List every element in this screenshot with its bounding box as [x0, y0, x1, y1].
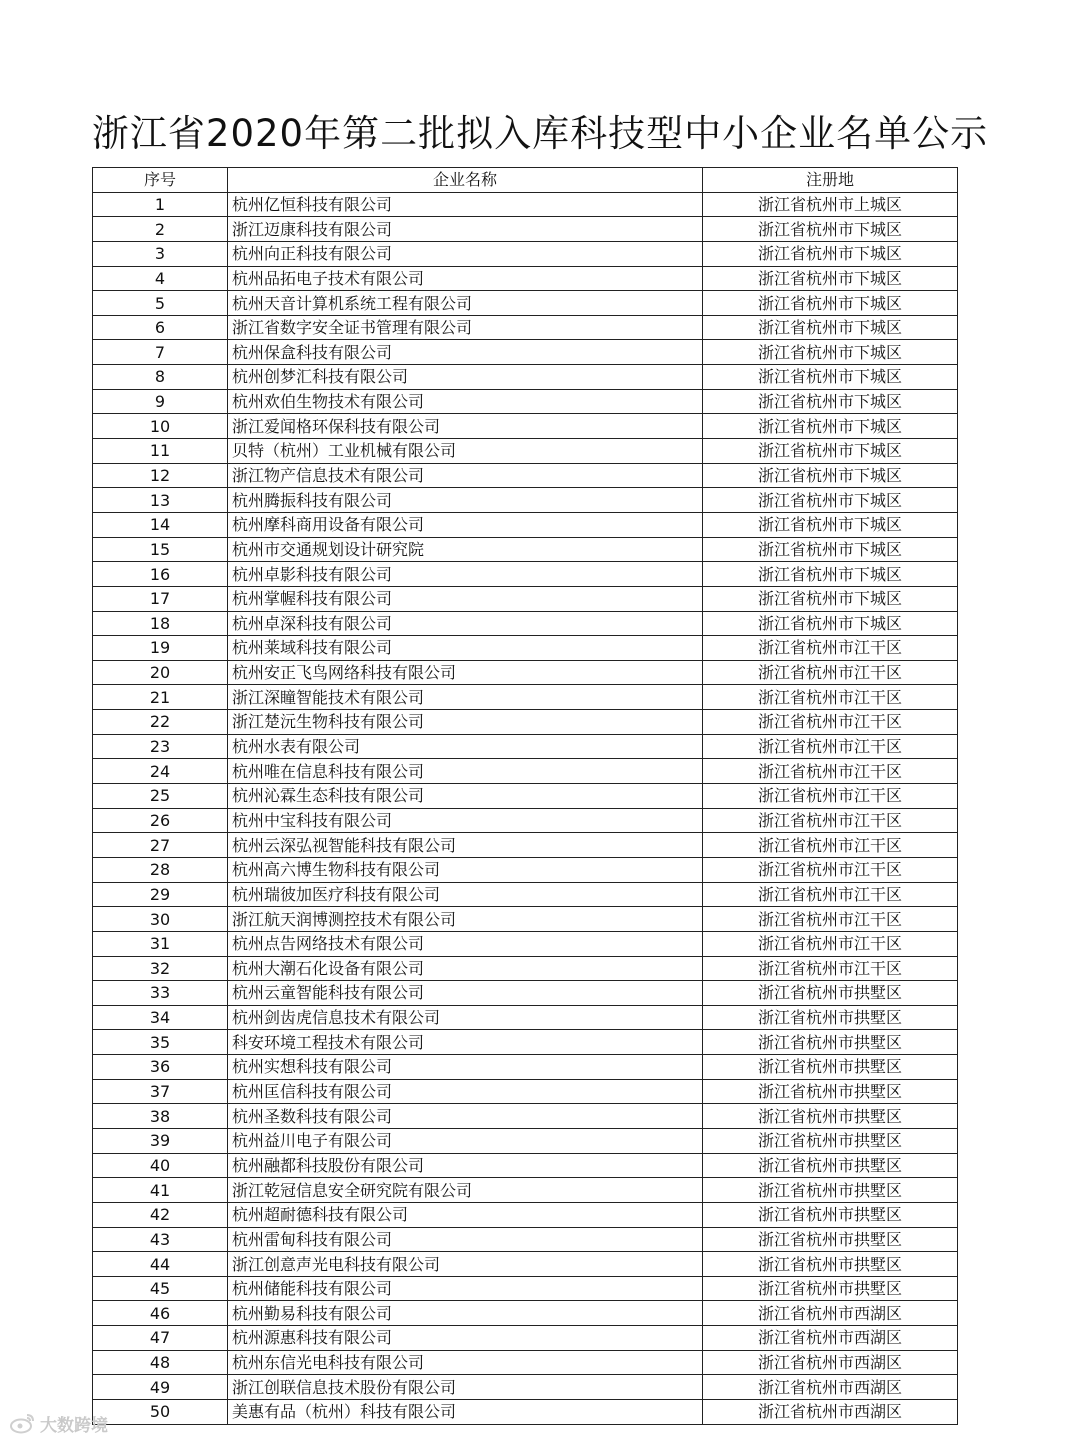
registered-location: 浙江省杭州市下城区	[703, 439, 958, 464]
registered-location: 浙江省杭州市下城区	[703, 266, 958, 291]
table-row	[93, 931, 958, 956]
row-number: 18	[93, 611, 228, 636]
company-name: 杭州欢伯生物技术有限公司	[228, 389, 703, 414]
company-name: 杭州大潮石化设备有限公司	[228, 956, 703, 981]
table-row	[93, 1178, 958, 1203]
row-number: 7	[93, 340, 228, 365]
table-row	[93, 586, 958, 611]
row-number: 34	[93, 1005, 228, 1030]
registered-location: 浙江省杭州市江干区	[703, 907, 958, 932]
table-row	[93, 365, 958, 390]
company-name: 杭州卓影科技有限公司	[228, 562, 703, 587]
company-name: 杭州源惠科技有限公司	[228, 1326, 703, 1351]
row-number: 20	[93, 660, 228, 685]
registered-location: 浙江省杭州市下城区	[703, 414, 958, 439]
registered-location: 浙江省杭州市江干区	[703, 734, 958, 759]
table-row	[93, 1104, 958, 1129]
row-number: 44	[93, 1252, 228, 1277]
row-number: 33	[93, 981, 228, 1006]
table-row	[93, 857, 958, 882]
company-name: 浙江省数字安全证书管理有限公司	[228, 315, 703, 340]
company-name: 杭州品拓电子技术有限公司	[228, 266, 703, 291]
table-row	[93, 1227, 958, 1252]
registered-location: 浙江省杭州市西湖区	[703, 1375, 958, 1400]
registered-location: 浙江省杭州市下城区	[703, 291, 958, 316]
table-row	[93, 1276, 958, 1301]
company-name: 杭州唯在信息科技有限公司	[228, 759, 703, 784]
company-name: 杭州中宝科技有限公司	[228, 808, 703, 833]
registered-location: 浙江省杭州市拱墅区	[703, 1227, 958, 1252]
registered-location: 浙江省杭州市上城区	[703, 192, 958, 217]
company-name: 杭州剑齿虎信息技术有限公司	[228, 1005, 703, 1030]
registered-location: 浙江省杭州市西湖区	[703, 1326, 958, 1351]
company-name: 杭州保盒科技有限公司	[228, 340, 703, 365]
registered-location: 浙江省杭州市下城区	[703, 365, 958, 390]
table-row	[93, 217, 958, 242]
company-name: 浙江乾冠信息安全研究院有限公司	[228, 1178, 703, 1203]
company-name: 浙江深瞳智能技术有限公司	[228, 685, 703, 710]
company-name: 杭州益川电子有限公司	[228, 1128, 703, 1153]
registered-location: 浙江省杭州市江干区	[703, 636, 958, 661]
table-row	[93, 537, 958, 562]
table-row	[93, 956, 958, 981]
row-number: 32	[93, 956, 228, 981]
row-number: 8	[93, 365, 228, 390]
company-name: 美惠有品（杭州）科技有限公司	[228, 1400, 703, 1425]
registered-location: 浙江省杭州市下城区	[703, 217, 958, 242]
registered-location: 浙江省杭州市西湖区	[703, 1400, 958, 1425]
company-name: 杭州掌幄科技有限公司	[228, 586, 703, 611]
row-number: 14	[93, 512, 228, 537]
registered-location: 浙江省杭州市江干区	[703, 759, 958, 784]
row-number: 16	[93, 562, 228, 587]
table-row	[93, 759, 958, 784]
row-number: 6	[93, 315, 228, 340]
row-number: 13	[93, 488, 228, 513]
row-number: 9	[93, 389, 228, 414]
table-row	[93, 882, 958, 907]
column-header-no: 序号	[93, 168, 228, 193]
row-number: 31	[93, 931, 228, 956]
company-name: 浙江迈康科技有限公司	[228, 217, 703, 242]
registered-location: 浙江省杭州市西湖区	[703, 1301, 958, 1326]
registered-location: 浙江省杭州市江干区	[703, 931, 958, 956]
company-name: 杭州瑞彼加医疗科技有限公司	[228, 882, 703, 907]
company-name: 杭州市交通规划设计研究院	[228, 537, 703, 562]
row-number: 46	[93, 1301, 228, 1326]
row-number: 30	[93, 907, 228, 932]
row-number: 36	[93, 1055, 228, 1080]
registered-location: 浙江省杭州市下城区	[703, 315, 958, 340]
table-row	[93, 784, 958, 809]
registered-location: 浙江省杭州市拱墅区	[703, 1202, 958, 1227]
row-number: 26	[93, 808, 228, 833]
row-number: 11	[93, 439, 228, 464]
registered-location: 浙江省杭州市西湖区	[703, 1350, 958, 1375]
table-row	[93, 340, 958, 365]
row-number: 27	[93, 833, 228, 858]
registered-location: 浙江省杭州市江干区	[703, 808, 958, 833]
registered-location: 浙江省杭州市下城区	[703, 488, 958, 513]
table-row	[93, 1350, 958, 1375]
company-name: 杭州融都科技股份有限公司	[228, 1153, 703, 1178]
row-number: 21	[93, 685, 228, 710]
row-number: 25	[93, 784, 228, 809]
row-number: 47	[93, 1326, 228, 1351]
registered-location: 浙江省杭州市拱墅区	[703, 981, 958, 1006]
row-number: 45	[93, 1276, 228, 1301]
row-number: 35	[93, 1030, 228, 1055]
registered-location: 浙江省杭州市下城区	[703, 611, 958, 636]
table-row	[93, 266, 958, 291]
row-number: 29	[93, 882, 228, 907]
table-row	[93, 1375, 958, 1400]
registered-location: 浙江省杭州市江干区	[703, 956, 958, 981]
enterprise-table	[92, 167, 958, 1425]
table-row	[93, 685, 958, 710]
row-number: 1	[93, 192, 228, 217]
company-name: 浙江爱闻格环保科技有限公司	[228, 414, 703, 439]
registered-location: 浙江省杭州市拱墅区	[703, 1153, 958, 1178]
registered-location: 浙江省杭州市拱墅区	[703, 1276, 958, 1301]
company-name: 杭州沁霖生态科技有限公司	[228, 784, 703, 809]
table-row	[93, 611, 958, 636]
company-name: 浙江航天润博测控技术有限公司	[228, 907, 703, 932]
table-row	[93, 1400, 958, 1425]
registered-location: 浙江省杭州市下城区	[703, 586, 958, 611]
registered-location: 浙江省杭州市下城区	[703, 512, 958, 537]
table-row	[93, 562, 958, 587]
table-row	[93, 439, 958, 464]
table-row	[93, 981, 958, 1006]
column-header-name: 企业名称	[228, 168, 703, 193]
row-number: 3	[93, 241, 228, 266]
company-name: 浙江楚沅生物科技有限公司	[228, 710, 703, 735]
registered-location: 浙江省杭州市江干区	[703, 660, 958, 685]
company-name: 浙江创意声光电科技有限公司	[228, 1252, 703, 1277]
table-row	[93, 710, 958, 735]
row-number: 5	[93, 291, 228, 316]
company-name: 杭州安正飞鸟网络科技有限公司	[228, 660, 703, 685]
company-name: 杭州匡信科技有限公司	[228, 1079, 703, 1104]
table-row	[93, 315, 958, 340]
registered-location: 浙江省杭州市下城区	[703, 537, 958, 562]
row-number: 15	[93, 537, 228, 562]
row-number: 39	[93, 1128, 228, 1153]
registered-location: 浙江省杭州市下城区	[703, 562, 958, 587]
company-name: 科安环境工程技术有限公司	[228, 1030, 703, 1055]
company-name: 杭州创梦汇科技有限公司	[228, 365, 703, 390]
company-name: 杭州勤易科技有限公司	[228, 1301, 703, 1326]
table-row	[93, 414, 958, 439]
registered-location: 浙江省杭州市拱墅区	[703, 1252, 958, 1277]
table-row	[93, 636, 958, 661]
row-number: 48	[93, 1350, 228, 1375]
registered-location: 浙江省杭州市拱墅区	[703, 1079, 958, 1104]
company-name: 浙江物产信息技术有限公司	[228, 463, 703, 488]
company-name: 杭州高六博生物科技有限公司	[228, 857, 703, 882]
table-row	[93, 389, 958, 414]
row-number: 12	[93, 463, 228, 488]
company-name: 杭州卓深科技有限公司	[228, 611, 703, 636]
row-number: 42	[93, 1202, 228, 1227]
company-name: 杭州莱域科技有限公司	[228, 636, 703, 661]
registered-location: 浙江省杭州市拱墅区	[703, 1178, 958, 1203]
row-number: 40	[93, 1153, 228, 1178]
company-name: 贝特（杭州）工业机械有限公司	[228, 439, 703, 464]
registered-location: 浙江省杭州市拱墅区	[703, 1055, 958, 1080]
row-number: 10	[93, 414, 228, 439]
registered-location: 浙江省杭州市江干区	[703, 710, 958, 735]
table-row	[93, 241, 958, 266]
row-number: 4	[93, 266, 228, 291]
table-row	[93, 512, 958, 537]
company-name: 杭州云童智能科技有限公司	[228, 981, 703, 1006]
weibo-logo-icon	[10, 1412, 36, 1434]
table-row	[93, 1055, 958, 1080]
row-number: 50	[93, 1400, 228, 1425]
row-number: 43	[93, 1227, 228, 1252]
company-name: 杭州亿恒科技有限公司	[228, 192, 703, 217]
table-row	[93, 1030, 958, 1055]
row-number: 38	[93, 1104, 228, 1129]
table-row	[93, 1153, 958, 1178]
table-row	[93, 1128, 958, 1153]
row-number: 37	[93, 1079, 228, 1104]
company-name: 杭州向正科技有限公司	[228, 241, 703, 266]
registered-location: 浙江省杭州市江干区	[703, 685, 958, 710]
company-name: 杭州雷甸科技有限公司	[228, 1227, 703, 1252]
row-number: 24	[93, 759, 228, 784]
company-name: 杭州云深弘视智能科技有限公司	[228, 833, 703, 858]
registered-location: 浙江省杭州市下城区	[703, 389, 958, 414]
row-number: 22	[93, 710, 228, 735]
company-name: 杭州水表有限公司	[228, 734, 703, 759]
registered-location: 浙江省杭州市江干区	[703, 833, 958, 858]
registered-location: 浙江省杭州市拱墅区	[703, 1128, 958, 1153]
company-name: 杭州实想科技有限公司	[228, 1055, 703, 1080]
table-row	[93, 808, 958, 833]
row-number: 41	[93, 1178, 228, 1203]
company-name: 杭州腾振科技有限公司	[228, 488, 703, 513]
company-name: 杭州摩科商用设备有限公司	[228, 512, 703, 537]
row-number: 28	[93, 857, 228, 882]
company-name: 杭州储能科技有限公司	[228, 1276, 703, 1301]
column-header-location: 注册地	[703, 168, 958, 193]
registered-location: 浙江省杭州市拱墅区	[703, 1005, 958, 1030]
table-row	[93, 734, 958, 759]
registered-location: 浙江省杭州市拱墅区	[703, 1104, 958, 1129]
table-row	[93, 1252, 958, 1277]
table-row	[93, 291, 958, 316]
row-number: 49	[93, 1375, 228, 1400]
table-row	[93, 1202, 958, 1227]
registered-location: 浙江省杭州市下城区	[703, 463, 958, 488]
company-name: 杭州东信光电科技有限公司	[228, 1350, 703, 1375]
registered-location: 浙江省杭州市下城区	[703, 340, 958, 365]
company-name: 杭州圣数科技有限公司	[228, 1104, 703, 1129]
company-name: 杭州超耐德科技有限公司	[228, 1202, 703, 1227]
registered-location: 浙江省杭州市拱墅区	[703, 1030, 958, 1055]
table-row	[93, 660, 958, 685]
table-row	[93, 1301, 958, 1326]
registered-location: 浙江省杭州市江干区	[703, 882, 958, 907]
table-header-row	[93, 168, 958, 193]
table-row	[93, 1005, 958, 1030]
row-number: 19	[93, 636, 228, 661]
watermark-text: 大数跨境	[40, 1415, 108, 1436]
company-name: 杭州天音计算机系统工程有限公司	[228, 291, 703, 316]
registered-location: 浙江省杭州市江干区	[703, 784, 958, 809]
registered-location: 浙江省杭州市江干区	[703, 857, 958, 882]
page-title: 浙江省2020年第二批拟入库科技型中小企业名单公示	[91, 112, 989, 155]
registered-location: 浙江省杭州市下城区	[703, 241, 958, 266]
watermark	[10, 1410, 108, 1436]
table-row	[93, 1079, 958, 1104]
row-number: 2	[93, 217, 228, 242]
table-row	[93, 488, 958, 513]
company-name: 浙江创联信息技术股份有限公司	[228, 1375, 703, 1400]
table-row	[93, 907, 958, 932]
row-number: 23	[93, 734, 228, 759]
company-name: 杭州点告网络技术有限公司	[228, 931, 703, 956]
row-number: 17	[93, 586, 228, 611]
table-row	[93, 1326, 958, 1351]
table-row	[93, 833, 958, 858]
table-row	[93, 463, 958, 488]
table-row	[93, 192, 958, 217]
